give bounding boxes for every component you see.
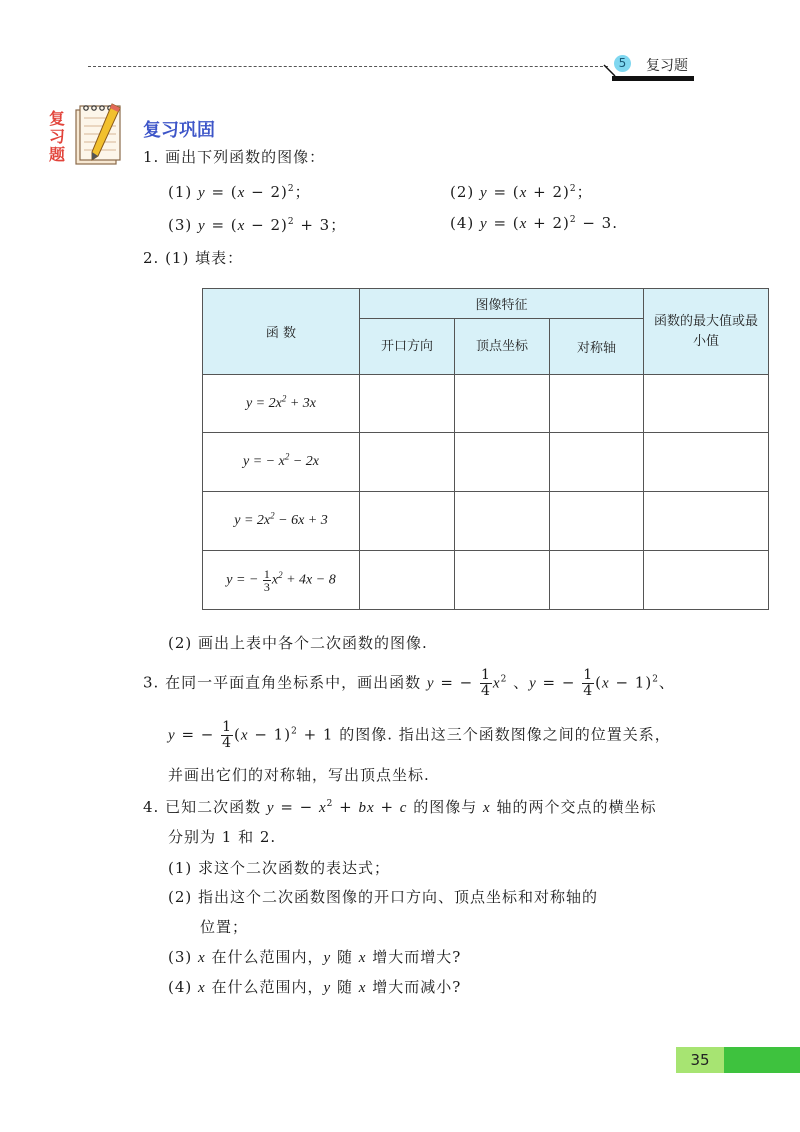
page-number: 35 bbox=[676, 1047, 724, 1073]
table-cell-empty bbox=[550, 433, 644, 492]
table-row bbox=[203, 492, 769, 551]
table-row-function-4: y = − $\frac{1}{3}$ $x^2 + 4x - 8$ bbox=[203, 551, 360, 610]
table-cell-empty bbox=[644, 433, 769, 492]
q4-part3: (3) x 在什么范围内，y 随 x 增大而增大? bbox=[168, 948, 462, 966]
table-header-axis: 对称轴 bbox=[550, 319, 644, 375]
table-cell-empty bbox=[455, 433, 550, 492]
q4-part4-text-a: 在什么范围内， bbox=[211, 978, 324, 996]
table-cell-empty bbox=[360, 433, 455, 492]
table-row-function-1: $y = 2x^2 + 3x$ bbox=[203, 375, 360, 433]
q1-item-1: (1) $y = (x - 2)^2$； bbox=[168, 183, 311, 201]
q4-part3-text-a: 在什么范围内， bbox=[211, 948, 324, 966]
table-header-function: 函 数 bbox=[203, 289, 360, 375]
q3-line1: 3. 在同一平面直角坐标系中，画出函数 y = − $\frac{1}{4}$ $x^2$ 、y = − $\frac{1}{4}$ $(x - 1)^2$、 bbox=[143, 667, 675, 699]
q3-line2: y = − $\frac{1}{4}$ $(x - 1)^2 + 1$ 的图像. 指出这三个函数图像之间的位置关系， bbox=[168, 719, 671, 751]
q4-line1-text-b: 的图像与 bbox=[413, 798, 478, 816]
q1-item-3: (3) $y = (x - 2)^2 + 3$； bbox=[168, 216, 347, 234]
table-row bbox=[203, 433, 769, 492]
table-row bbox=[203, 375, 769, 433]
q1-stem: 1. 画出下列函数的图像： bbox=[143, 148, 326, 166]
table-cell-empty bbox=[644, 375, 769, 433]
section-title: 复习巩固 bbox=[143, 120, 215, 141]
q2-part2: (2) 画出上表中各个二次函数的图像. bbox=[168, 634, 428, 652]
table-row-function-2: y = − $x^2 - 2x$ bbox=[203, 433, 360, 492]
chapter-number-badge: 5 bbox=[614, 55, 631, 72]
chapter-title: 复习题 bbox=[646, 58, 688, 74]
q1-item-2-label: (2) bbox=[450, 183, 475, 201]
header-divider bbox=[88, 66, 608, 67]
table-cell-empty bbox=[360, 492, 455, 551]
notebook-pencil-icon bbox=[68, 100, 128, 170]
review-label-vertical bbox=[46, 110, 68, 164]
header-tab-underline bbox=[612, 76, 694, 81]
q4-part4-text-b: 随 bbox=[336, 978, 353, 996]
table-cell-empty bbox=[550, 492, 644, 551]
q4-line1: 4. 已知二次函数 y = − $x^2$ + bx + c 的图像与 x 轴的两个交点的横坐标 bbox=[143, 798, 657, 816]
table-cell-empty bbox=[550, 551, 644, 610]
q3-line2-text: 的图像. 指出这三个函数图像之间的位置关系， bbox=[339, 725, 671, 744]
q4-part4-text-c: 增大而减小? bbox=[372, 978, 462, 996]
table-cell-empty bbox=[550, 375, 644, 433]
q2-stem: 2. (1) 填表： bbox=[143, 249, 244, 267]
table-cell-empty bbox=[644, 492, 769, 551]
q4-line1-text-a: 4. 已知二次函数 bbox=[143, 798, 262, 816]
q1-item-3-label: (3) bbox=[168, 216, 193, 234]
q4-part2-line2: 位置； bbox=[200, 918, 249, 936]
table-cell-empty bbox=[644, 551, 769, 610]
review-label-text: 复习题 bbox=[48, 109, 65, 164]
table-header-opening: 开口方向 bbox=[360, 319, 455, 375]
q3-line3: 并画出它们的对称轴，写出顶点坐标. bbox=[168, 766, 430, 784]
q1-item-4-label: (4) bbox=[450, 214, 475, 232]
q3-line1-text: 3. 在同一平面直角坐标系中，画出函数 bbox=[143, 673, 422, 692]
q1-item-4: (4) $y = (x + 2)^2 - 3$. bbox=[450, 214, 618, 232]
table-header-features: 图像特征 bbox=[360, 289, 644, 319]
table-row-function-3: $y = 2x^2 - 6x + 3$ bbox=[203, 492, 360, 551]
q4-line1-text-c: 轴的两个交点的横坐标 bbox=[496, 798, 657, 816]
table-cell-empty bbox=[455, 492, 550, 551]
table-cell-empty bbox=[455, 375, 550, 433]
q4-part3-text-c: 增大而增大? bbox=[372, 948, 462, 966]
q4-part2-line1: (2) 指出这个二次函数图像的开口方向、顶点坐标和对称轴的 bbox=[168, 888, 599, 906]
q4-part1: (1) 求这个二次函数的表达式； bbox=[168, 859, 391, 877]
table-cell-empty bbox=[360, 551, 455, 610]
q4-part4: (4) x 在什么范围内，y 随 x 增大而减小? bbox=[168, 978, 462, 996]
q1-item-1-label: (1) bbox=[168, 183, 193, 201]
table-header-extreme: 函数的最大值或最小值 bbox=[644, 289, 769, 375]
table-row bbox=[203, 551, 769, 610]
page-number-bar bbox=[724, 1047, 800, 1073]
table-cell-empty bbox=[360, 375, 455, 433]
q4-part3-text-b: 随 bbox=[336, 948, 353, 966]
table-header-vertex: 顶点坐标 bbox=[455, 319, 550, 375]
q4-line2: 分别为 1 和 2. bbox=[168, 828, 277, 846]
table-cell-empty bbox=[455, 551, 550, 610]
function-table bbox=[202, 288, 769, 610]
q1-item-2: (2) $y = (x + 2)^2$； bbox=[450, 183, 593, 201]
